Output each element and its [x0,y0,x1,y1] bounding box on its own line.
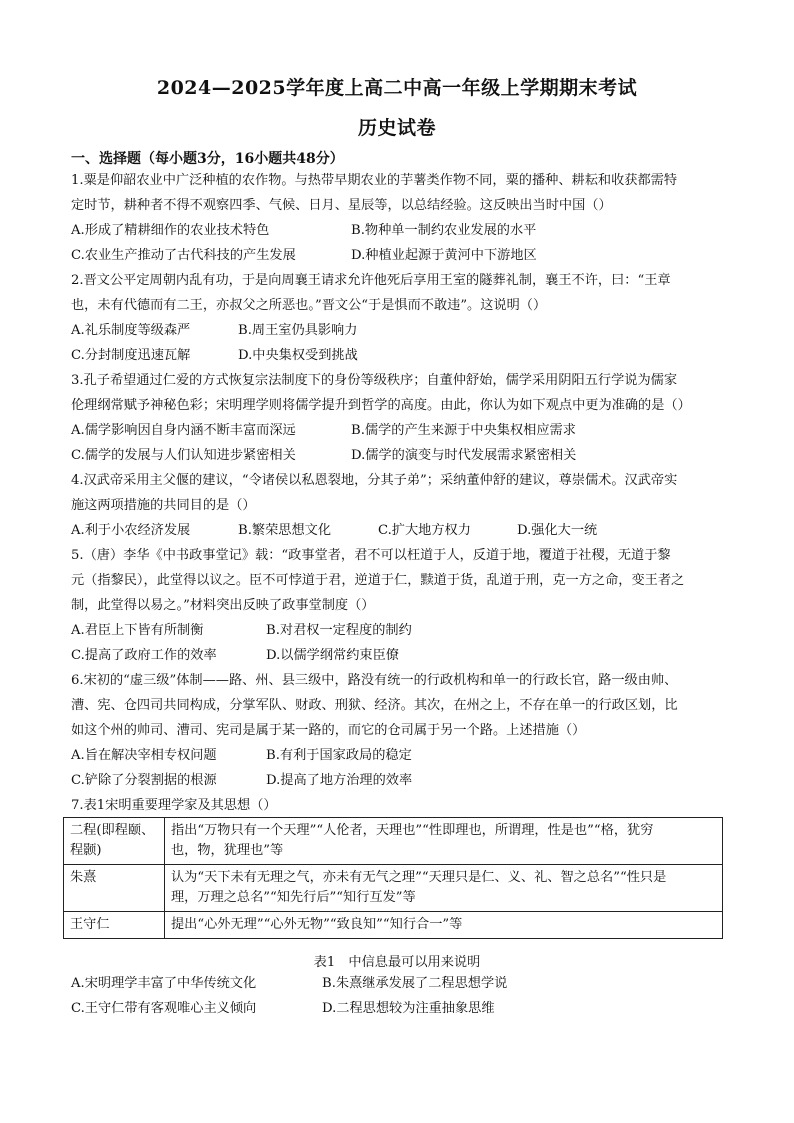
table-name-line: 程颢) [70,843,102,858]
table-idea-line: 理，万理之总名”“知先行后”“知行互发”等 [171,890,416,905]
table-row [64,818,723,865]
question-7-option-d: D.二程思想较为注重抽象思维 [322,1001,495,1016]
question-2-option-b: B.周王室仍具影响力 [238,323,358,338]
question-6-line-2: 漕、宪、仓四司共同构成，分掌军队、财政、刑狱、经济。其次，在州之上，不存在单一的行政区划，比 [71,698,678,713]
table-cell-name [64,865,165,912]
question-4-line-1: 4.汉武帝采用主父偃的建议，“令诸侯以私恩裂地，分其子弟”；采纳董仲舒的建议，尊崇儒术。汉武帝实 [71,473,678,488]
question-4-option-d: D.强化大一统 [517,523,598,538]
question-6-option-a: A.旨在解决宰相专权问题 [71,748,217,763]
table-cell-name [64,912,165,939]
question-7-option-a: A.宋明理学丰富了中华传统文化 [71,976,257,991]
question-4-option-b: B.繁荣思想文化 [238,523,332,538]
question-2-option-d: D.中央集权受到挑战 [238,348,358,363]
table-caption: 表1 中信息最可以用来说明 [313,955,481,970]
table-name-line: 朱熹 [70,870,97,885]
question-7-line-1: 7.表1宋明重要理学家及其思想（） [71,798,277,813]
philosophers-table [63,817,723,939]
question-3-line-2: 伦理纲常赋予神秘色彩；宋明理学则将儒学提升到哲学的高度。由此，你认为如下观点中更为准确的是（） [71,398,691,413]
question-2-line-2: 也，未有代德而有二王，亦叔父之所恶也。”晋文公“于是惧而不敢违”。这说明（） [71,298,547,313]
question-1-option-c: C.农业生产推动了古代科技的产生发展 [71,248,296,263]
table-cell-idea [165,865,723,912]
table-cell-name [64,818,165,865]
question-6-option-d: D.提高了地方治理的效率 [266,773,413,788]
question-6-option-b: B.有利于国家政局的稳定 [266,748,412,763]
question-1-option-a: A.形成了精耕细作的农业技术特色 [71,223,270,238]
table-idea-line: 认为“天下未有无理之气，亦未有无气之理”“天理只是仁、义、礼、智之总名”“性只是 [171,870,667,885]
question-1-option-d: D.种植业起源于黄河中下游地区 [351,248,537,263]
table-name-line: 王守仁 [70,917,110,932]
table-idea-line: 指出“万物只有一个天理”“人伦者，天理也”“性即理也，所谓理，性是也”“格，犹穷 [171,823,654,838]
table-row [64,912,723,939]
question-6-line-1: 6.宋初的“虚三级”体制——路、州、县三级中，路没有统一的行政机构和单一的行政长官，路一级由帅、 [71,673,678,688]
table-name-line: 二程(即程颐、 [70,823,155,838]
question-5-option-b: B.对君权一定程度的制约 [266,623,412,638]
question-1-line-1: 1.粟是仰韶农业中广泛种植的农作物。与热带早期农业的芋薯类作物不同，粟的播种、耕耘和收获都需特 [71,173,678,188]
question-5-option-c: C.提高了政府工作的效率 [71,648,217,663]
question-2-option-c: C.分封制度迅速瓦解 [71,348,191,363]
question-3-option-d: D.儒学的演变与时代发展需求紧密相关 [351,448,577,463]
question-3-option-a: A.儒学影响因自身内涵不断丰富而深远 [71,423,296,438]
table-row [64,865,723,912]
question-4-line-2: 施这两项措施的共同目的是（） [71,498,256,513]
question-4-option-c: C.扩大地方权力 [378,523,471,538]
question-5-option-a: A.君臣上下皆有所制衡 [71,623,204,638]
question-3-option-c: C.儒学的发展与人们认知进步紧密相关 [71,448,296,463]
question-2-option-a: A.礼乐制度等级森严 [71,323,191,338]
question-7-option-c: C.王守仁带有客观唯心主义倾向 [71,1001,257,1016]
question-5-line-1: 5.（唐）李华《中书政事堂记》载：“政事堂者，君不可以枉道于人，反道于地，覆道于社稷，无道于黎 [71,548,671,563]
table-cell-idea [165,818,723,865]
question-5-option-d: D.以儒学纲常约束臣僚 [266,648,399,663]
question-3-line-1: 3.孔子希望通过仁爱的方式恢复宗法制度下的身份等级秩序；自董仲舒始，儒学采用阴阳五行学说为儒家 [71,373,678,388]
question-6-line-3: 如这个州的帅司、漕司、宪司是属于某一路的，而它的仓司属于另一个路。上述措施（） [71,723,586,738]
question-3-option-b: B.儒学的产生来源于中央集权相应需求 [351,423,576,438]
section-heading: 一、选择题（每小题3分，16小题共48分） [71,151,344,167]
question-5-line-2: 元（指黎民），此堂得以议之。臣不可悖道于君，逆道于仁，黩道于货，乱道于刑，克一方之命，变王者之 [71,573,685,588]
question-1-option-b: B.物种单一制约农业发展的水平 [351,223,537,238]
exam-title: 2024—2025学年度上高二中高一年级上学期期末考试 [156,77,638,99]
table-idea-line: 也，物，犹理也”等 [171,843,284,858]
question-6-option-c: C.铲除了分裂割据的根源 [71,773,217,788]
question-4-option-a: A.利于小农经济发展 [71,523,191,538]
question-5-line-3: 制，此堂得以易之。”材料突出反映了政事堂制度（） [71,598,375,613]
question-1-line-2: 定时节，耕种者不得不观察四季、气候、日月、星辰等，以总结经验。这反映出当时中国（） [71,198,612,213]
table-idea-line: 提出“心外无理”“心外无物”“致良知”“知行合一”等 [171,917,463,932]
question-2-line-1: 2.晋文公平定周朝内乱有功，于是向周襄王请求允许他死后享用王室的隧葬礼制，襄王不许，曰：“王章 [71,273,671,288]
table-cell-idea [165,912,723,939]
question-7-option-b: B.朱熹继承发展了二程思想学说 [322,976,508,991]
subject-title: 历史试卷 [357,117,436,139]
